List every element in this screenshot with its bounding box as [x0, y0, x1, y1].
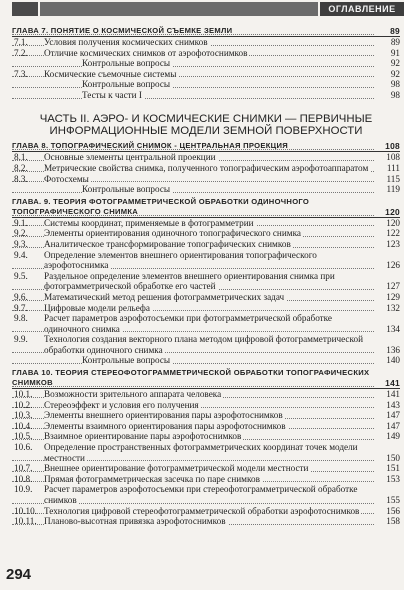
- entry-page: 119: [386, 184, 400, 195]
- entry-number: 9.5.: [14, 270, 28, 281]
- entry-title: Технология создания векторного плана методом цифровой фотограмметрической обработки одиночного снимка: [44, 334, 364, 355]
- toc-entry: [12, 69, 400, 80]
- entry-page: 92: [390, 68, 400, 79]
- entry-page: 98: [390, 79, 400, 90]
- toc-entry: [12, 48, 400, 59]
- entry-page: 127: [386, 281, 400, 292]
- entry-title: Математический метод решения фотограмметрических задач: [44, 291, 285, 302]
- toc-subentry: [12, 79, 400, 90]
- entry-number: 8.1.: [14, 152, 28, 163]
- entry-number: 10.11.: [14, 516, 37, 527]
- entry-number: 9.2.: [14, 228, 28, 239]
- entry-title: Элементы внешнего ориентирования пары аэрофотоснимков: [44, 410, 283, 421]
- toc-entry: [12, 174, 400, 185]
- entry-title: Внешнее ориентирование фотограмметрической модели местности: [44, 463, 309, 474]
- part-heading: ЧАСТЬ II. АЭРО- И КОСМИЧЕСКИЕ СНИМКИ — ПЕРВИЧНЫЕ ИНФОРМАЦИОННЫЕ МОДЕЛИ ЗЕМНОЙ ПОВЕРХНОСТИ: [39, 112, 373, 137]
- entry-title: Фотосхемы: [44, 173, 89, 184]
- toc-subentry: [12, 58, 400, 69]
- entry-number: 10.1.: [14, 389, 33, 400]
- entry-number: 9.8.: [14, 313, 28, 324]
- entry-page: 111: [386, 162, 400, 173]
- entry-page: 149: [386, 431, 400, 442]
- entry-title: Цифровые модели рельефа: [44, 302, 150, 313]
- toc-entry: [12, 271, 400, 292]
- entry-number: 10.7.: [14, 463, 33, 474]
- toc-entry: [12, 218, 400, 229]
- entry-number: 10.9.: [14, 484, 33, 495]
- entry-page: 158: [386, 516, 400, 527]
- entry-page: 126: [386, 260, 400, 271]
- dot-leader: [12, 149, 374, 150]
- entry-title: Основные элементы центральной проекции: [44, 152, 216, 163]
- entry-page: 153: [386, 473, 400, 484]
- entry-title: Метрические свойства снимка, полученного топографическим аэрофотоаппаратом: [44, 162, 369, 173]
- dot-leader: [12, 215, 374, 216]
- entry-number: 7.1.: [14, 37, 28, 47]
- entry-number: 10.4.: [14, 420, 33, 431]
- entry-number: 10.8.: [14, 473, 33, 484]
- entry-title: Контрольные вопросы: [82, 58, 171, 69]
- dot-leader: [12, 386, 374, 387]
- entry-page: 108: [385, 141, 400, 152]
- entry-title: Контрольные вопросы: [82, 79, 171, 90]
- entry-number: 9.1.: [14, 217, 28, 228]
- toc-subentry: [12, 184, 400, 195]
- toc-entry: [12, 516, 400, 527]
- table-of-contents: [12, 24, 400, 527]
- header-tab-block: [12, 2, 38, 16]
- entry-page: 155: [386, 495, 400, 505]
- chapter-heading: [12, 26, 400, 37]
- toc-entry: [12, 484, 400, 505]
- toc-entry: [12, 37, 400, 48]
- entry-page: 147: [386, 420, 400, 431]
- entry-page: 108: [386, 152, 400, 163]
- entry-number: 10.2.: [14, 399, 33, 410]
- entry-page: 141: [385, 378, 400, 389]
- entry-number: 7.2.: [14, 47, 28, 58]
- chapter-heading: [12, 197, 400, 218]
- entry-page: 151: [386, 463, 400, 474]
- toc-entry: [12, 250, 400, 271]
- toc-entry: [12, 163, 400, 174]
- entry-page: 129: [386, 291, 400, 302]
- entry-title: Отличие космических снимков от аэрофотоснимков: [44, 47, 248, 58]
- entry-title: Элементы взаимного ориентирования пары аэрофотоснимков: [44, 420, 286, 431]
- entry-page: 136: [386, 344, 400, 355]
- entry-page: 89: [390, 26, 400, 36]
- entry-title: ГЛАВА 7. ПОНЯТИЕ О КОСМИЧЕСКОЙ СЪЕМКЕ ЗЕМЛИ: [12, 26, 233, 35]
- entry-title: Определение элементов внешнего ориентирования топографического аэрофотоснимка: [44, 249, 317, 271]
- entry-page: 91: [390, 47, 400, 58]
- entry-page: 123: [386, 238, 400, 249]
- entry-number: 8.2.: [14, 162, 28, 173]
- entry-page: 98: [390, 89, 400, 100]
- entry-title: Тесты к части I: [82, 89, 142, 100]
- entry-title: ГЛАВА 10. ТЕОРИЯ СТЕРЕОФОТОГРАММЕТРИЧЕСКОЙ ОБРАБОТКИ ТОПОГРАФИЧЕСКИХ СНИМКОВ: [12, 368, 370, 388]
- entry-title: Определение пространственных фотограмметрических координат точек модели местности: [44, 442, 358, 463]
- entry-title: Технология цифровой стереофотограмметрической обработки аэрофотоснимков: [44, 505, 360, 516]
- dot-leader: [12, 34, 374, 35]
- toc-entry: [12, 228, 400, 239]
- toc-entry: [12, 400, 400, 411]
- entry-page: 92: [390, 58, 400, 69]
- entry-number: 10.5.: [14, 431, 33, 442]
- toc-entry: [12, 506, 400, 517]
- entry-number: 9.4.: [14, 249, 28, 260]
- toc-entry: [12, 442, 400, 463]
- entry-page: 134: [386, 323, 400, 334]
- toc-entry: [12, 239, 400, 250]
- entry-title: ГЛАВА 8. ТОПОГРАФИЧЕСКИЙ СНИМОК - ЦЕНТРАЛЬНАЯ ПРОЕКЦИЯ: [12, 141, 289, 151]
- toc-entry: [12, 463, 400, 474]
- entry-page: 147: [386, 410, 400, 421]
- entry-title: Расчет параметров аэрофотосъемки при стереофотограмметрической обработке снимков: [44, 484, 358, 505]
- entry-title: Космические съемочные системы: [44, 68, 177, 79]
- toc-entry: [12, 474, 400, 485]
- toc-subentry: [12, 355, 400, 366]
- entry-page: 156: [386, 505, 400, 516]
- entry-number: 9.9.: [14, 334, 28, 345]
- entry-title: Аналитическое трансформирование топографических снимков: [44, 238, 291, 249]
- entry-title: Условия получения космических снимков: [44, 37, 208, 47]
- entry-number: 10.6.: [14, 442, 33, 453]
- entry-page: 141: [386, 389, 400, 400]
- entry-title: Планово-высотная привязка аэрофотоснимков: [44, 516, 226, 527]
- entry-number: 7.3.: [14, 68, 28, 79]
- toc-subentry: [12, 90, 400, 101]
- entry-title: Системы координат, применяемые в фотограмметрии: [44, 217, 254, 228]
- entry-title: ГЛАВА. 9. ТЕОРИЯ ФОТОГРАММЕТРИЧЕСКОЙ ОБРАБОТКИ ОДИНОЧНОГО ТОПОГРАФИЧЕСКОГО СНИМКА: [12, 196, 310, 216]
- entry-page: 143: [386, 399, 400, 410]
- entry-number: 8.3.: [14, 173, 28, 184]
- entry-title: Расчет параметров аэрофотосъемки при фотограмметрической обработке одиночного снимка: [44, 313, 332, 334]
- chapter-heading: [12, 141, 400, 152]
- entry-page: 120: [386, 217, 400, 228]
- entry-title: Стереоэффект и условия его получения: [44, 399, 199, 410]
- toc-entry: [12, 292, 400, 303]
- toc-entry: [12, 152, 400, 163]
- entry-title: Контрольные вопросы: [82, 184, 171, 195]
- entry-title: Элементы ориентирования одиночного топографического снимка: [44, 228, 301, 239]
- entry-page: 120: [385, 206, 400, 217]
- entry-number: 9.6.: [14, 291, 28, 302]
- toc-entry: [12, 421, 400, 432]
- header-title: ОГЛАВЛЕНИЕ: [320, 2, 404, 16]
- entry-page: 140: [386, 355, 400, 366]
- toc-entry: [12, 410, 400, 421]
- entry-title: Взаимное ориентирование пары аэрофотоснимков: [44, 431, 242, 442]
- toc-entry: [12, 303, 400, 314]
- entry-number: 9.3.: [14, 238, 28, 249]
- chapter-heading: [12, 368, 400, 389]
- page-number: 294: [6, 566, 32, 583]
- entry-page: 132: [386, 302, 400, 313]
- entry-title: Прямая фотограмметрическая засечка по паре снимков: [44, 473, 260, 484]
- entry-page: 122: [386, 228, 400, 239]
- running-header: [0, 0, 404, 19]
- entry-number: 9.7.: [14, 302, 28, 313]
- entry-title: Раздельное определение элементов внешнего ориентирования снимка при фотограмметрической обработке его частей: [44, 270, 335, 292]
- entry-number: 10.3.: [14, 410, 33, 421]
- toc-entry: [12, 334, 400, 355]
- toc-entry: [12, 313, 400, 334]
- entry-title: Контрольные вопросы: [82, 355, 171, 366]
- entry-title: Возможности зрительного аппарата человека: [44, 389, 222, 400]
- entry-page: 89: [390, 37, 400, 47]
- entry-number: 10.10.: [14, 505, 37, 516]
- entry-page: 115: [386, 173, 400, 184]
- header-bar: [40, 2, 318, 16]
- toc-entry: [12, 431, 400, 442]
- toc-entry: [12, 389, 400, 400]
- entry-page: 150: [386, 452, 400, 463]
